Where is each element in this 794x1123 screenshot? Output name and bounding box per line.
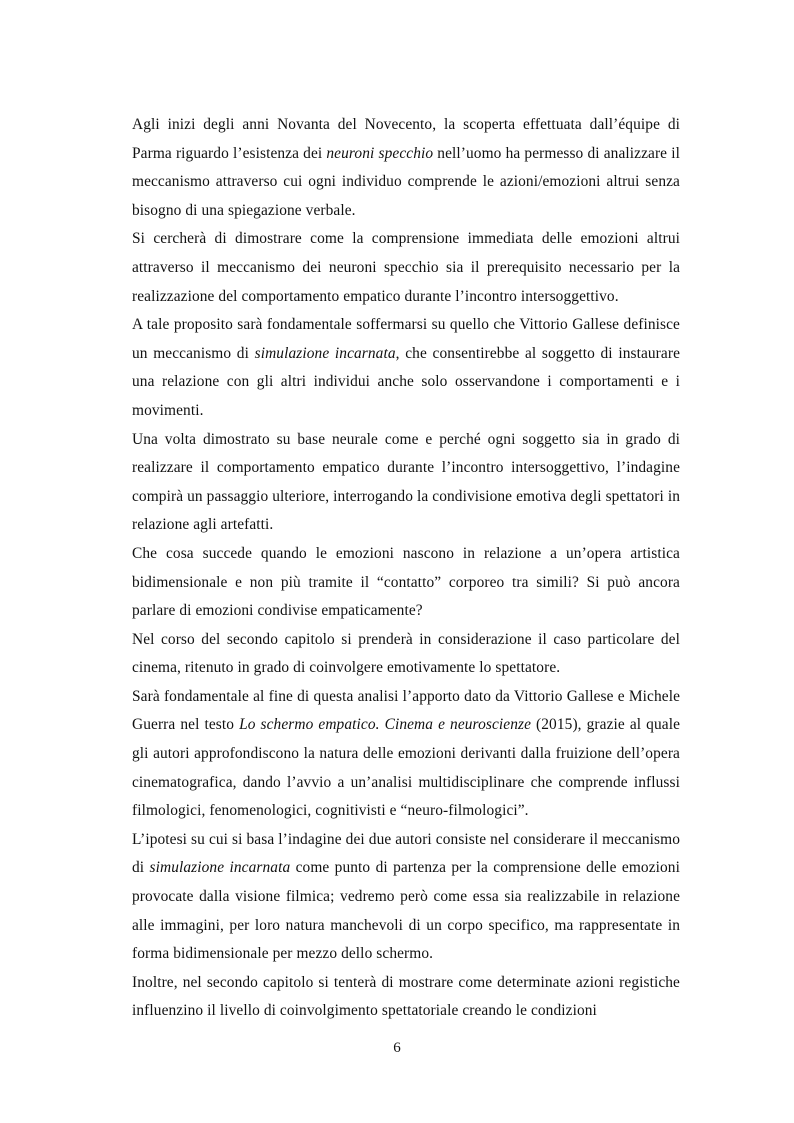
italic-text: Lo schermo empatico. Cinema e neuroscienze <box>239 716 532 734</box>
text-run: Nel corso del secondo capitolo si prenderà in considerazione il caso particolare del cinema, ritenuto in grado di coinvolgere emotivamente lo spettatore. <box>132 630 680 677</box>
paragraph <box>132 826 680 969</box>
italic-text: simulazione incarnata <box>149 859 291 877</box>
text-run: (2015), grazie al quale gli autori approfondiscono la natura delle emozioni derivanti dalla fruizione dell’opera cinematografica, dando l’avvio a un’analisi multidisciplinare che comprende influssi filmologici, fenomenologici, cognitivisti e “neuro-filmologici”. <box>132 716 680 820</box>
body-text <box>132 111 680 1026</box>
paragraph <box>132 969 680 1026</box>
paragraph <box>132 626 680 683</box>
paragraph <box>132 225 680 311</box>
paragraph <box>132 111 680 225</box>
paragraph <box>132 683 680 826</box>
paragraph <box>132 540 680 626</box>
text-run: Una volta dimostrato su base neurale come e perché ogni soggetto sia in grado di realizzare il comportamento empatico durante l’incontro intersoggettivo, l’indagine compirà un passaggio ulteriore, interrogando la condivisione emotiva degli spettatori in relazione agli artefatti. <box>132 430 680 534</box>
text-run: Che cosa succede quando le emozioni nascono in relazione a un’opera artistica bidimensionale e non più tramite il “contatto” corporeo tra simili? Si può ancora parlare di emozioni condivise empaticamente? <box>132 544 680 620</box>
paragraph <box>132 311 680 425</box>
text-run: Si cercherà di dimostrare come la comprensione immediata delle emozioni altrui attraverso il meccanismo dei neuroni specchio sia il prerequisito necessario per la realizzazione del comportamento empatico durante l’incontro intersoggettivo. <box>132 230 680 305</box>
text-run: Agli inizi degli anni Novanta del Novecento, la scoperta effettuata dall’équipe di Parma riguardo l’esistenza dei <box>132 116 680 162</box>
page-number: 6 <box>393 1040 401 1056</box>
text-run: nell’uomo ha permesso di analizzare il meccanismo attraverso cui ogni individuo comprende le azioni/emozioni altrui senza bisogno di una spiegazione verbale. <box>132 144 680 219</box>
text-run: Inoltre, nel secondo capitolo si tenterà di mostrare come determinate azioni registiche influenzino il livello di coinvolgimento spettatoriale creando le condizioni <box>132 973 680 1020</box>
text-run: A tale proposito sarà fondamentale soffermarsi su quello che Vittorio Gallese definisce un meccanismo di <box>132 316 680 362</box>
italic-text: simulazione incarnata <box>254 344 396 362</box>
text-run: , che consentirebbe al soggetto di instaurare una relazione con gli altri individui anche solo osservandone i comportamenti e i movimenti. <box>132 344 680 419</box>
paragraph <box>132 426 680 540</box>
text-run: Sarà fondamentale al fine di questa analisi l’apporto dato da Vittorio Gallese e Michele Guerra nel testo <box>132 687 680 734</box>
italic-text: neuroni specchio <box>326 144 434 162</box>
text-run: L’ipotesi su cui si basa l’indagine dei due autori consiste nel considerare il meccanismo di <box>132 830 680 877</box>
text-run: come punto di partenza per la comprensione delle emozioni provocate dalla visione filmica; vedremo però come essa sia realizzabile in relazione alle immagini, per loro natura manchevoli di un corpo specifico, ma rappresentate in forma bidimensionale per mezzo dello schermo. <box>132 859 680 963</box>
